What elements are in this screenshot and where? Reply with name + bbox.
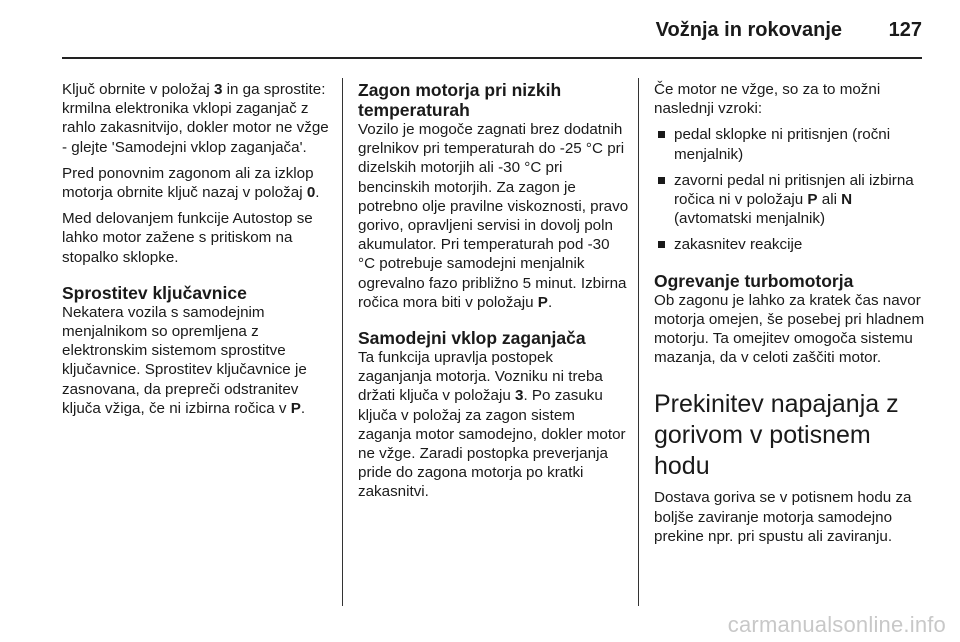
paragraph-key-release: Nekatera vozila s samodejnim menjalnikom so opremljena z elektronskim sistemom sprostitve ključavnice. Sprostitev ključavnice je zasnovana, da prepreči odstranitev ključa vžiga, če ni izbirna ročica v P. <box>62 303 307 417</box>
heading-turbo-warmup: Ogrevanje turbomotorja <box>654 270 854 291</box>
paragraph-autostop: Med delovanjem funkcije Autostop se lahko motor zažene s pritiskom na stopalko sklopke. <box>62 210 313 266</box>
paragraph-turbo-warmup: Ob zagonu je lahko za kratek čas navor motorja omejen, še posebej pri hladnem motorju. Ta omejitev omogoča sistemu mazanja, da v celoti zaščiti motor. <box>654 291 925 367</box>
paragraph-causes: Če motor ne vžge, so za to možni naslednji vzroki: <box>654 81 881 118</box>
paragraph-restart: Pred ponovnim zagonom ali za izklop motorja obrnite ključ nazaj v položaj 0. <box>62 164 320 202</box>
column-1 <box>62 80 334 425</box>
heading-auto-starter: Samodejni vklop zaganjača <box>358 328 586 349</box>
paragraph-cold-start: Vozilo je mogoče zagnati brez dodatnih grelnikov pri temperaturah do -25 °C pri dizelskih motorjih ali -30 °C pri bencinskih motorjih. Za zagon je potrebno olje pravilne viskoznosti, pravo gorivo, opravljeni servisi in dovolj poln akumulator. Pri temperaturah pod -30 °C potrebuje samodejni menjalnik ogrevalno fazo približno 5 minut. Izbirna ročica mora biti v položaju P. <box>358 121 629 311</box>
page-number: 127 <box>888 19 922 41</box>
header-title: Vožnja in rokovanje <box>655 19 842 41</box>
column-3 <box>654 80 926 553</box>
square-bullet-icon <box>658 177 665 184</box>
header-rule <box>62 57 922 59</box>
paragraph-key-turn: Ključ obrnite v položaj 3 in ga sprostite: krmilna elektronika vklopi zaganjač z rahlo zakasnitvijo, dokler motor ne vžge - glejte 'Samodejni vklop zaganjača'. <box>62 81 329 156</box>
paragraph-auto-starter: Ta funkcija upravlja postopek zaganjanja motorja. Vozniku ni treba držati ključa v položaju 3. Po zasuku ključa v položaj za zagon sistem zaganja motor samodejno, dokler motor ne vžge. Zaradi postopka preverjanja pride do zagona motorja po kratki zakasnitvi. <box>358 349 626 501</box>
heading-key-release: Sprostitev ključavnice <box>62 282 247 303</box>
paragraph-fuel-cutoff: Dostava goriva se v potisnem hodu za boljše zaviranje motorja samodejno prekine npr. pri spustu ali zaviranju. <box>654 489 912 545</box>
list-item: zakasnitev reakcije <box>654 235 926 254</box>
square-bullet-icon <box>658 131 665 138</box>
watermark: carmanualsonline.info <box>727 612 946 637</box>
list-item: zavorni pedal ni pritisnjen ali izbirna ročica ni v položaju P ali N (avtomatski menjalnik) <box>654 171 926 229</box>
heading-fuel-cutoff: Prekinitev napajanja z gorivom v potisnem hodu <box>654 390 899 481</box>
column-divider-1 <box>342 78 343 606</box>
square-bullet-icon <box>658 241 665 248</box>
column-divider-2 <box>638 78 639 606</box>
column-2 <box>358 80 630 509</box>
list-item: pedal sklopke ni pritisnjen (ročni menjalnik) <box>654 125 926 163</box>
page-header <box>0 0 960 56</box>
causes-list <box>654 125 926 254</box>
heading-cold-start: Zagon motorja pri nizkih temperaturah <box>358 80 562 120</box>
